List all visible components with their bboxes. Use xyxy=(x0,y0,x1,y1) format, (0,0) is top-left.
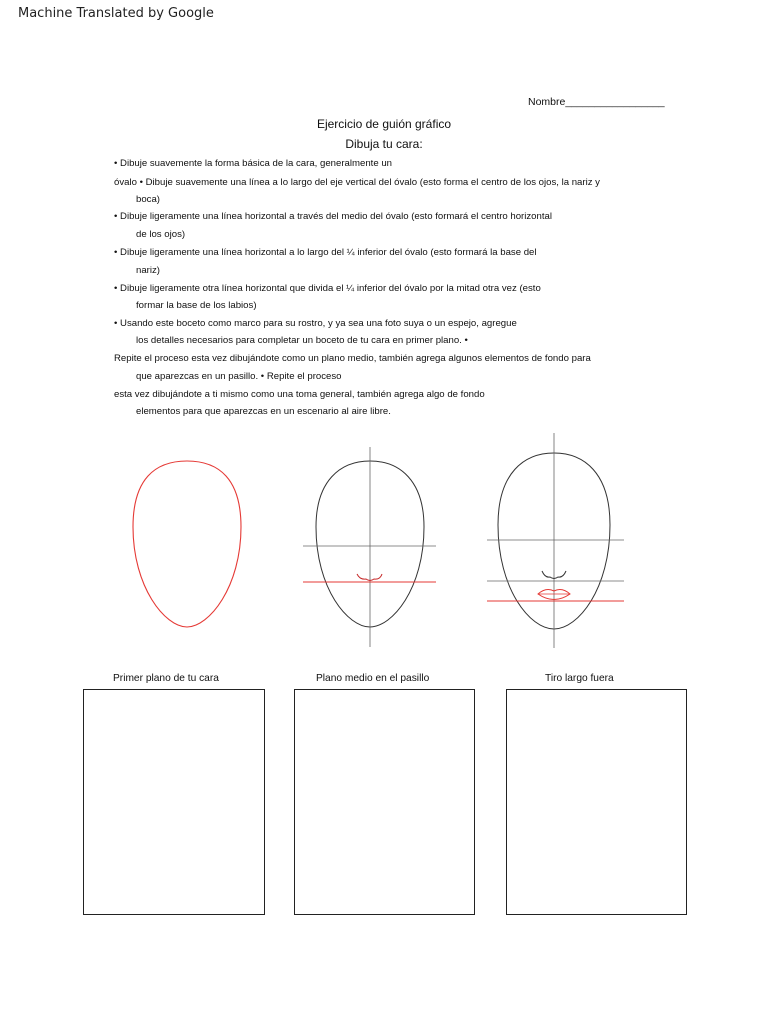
face-guidelines-diagram xyxy=(298,447,443,652)
medium-shot-drawing-box[interactable] xyxy=(294,689,475,915)
face-nose-lips-diagram xyxy=(484,433,629,653)
instruction-line: • Usando este boceto como marco para su rostro, y ya sea una foto suya o un espejo, agregue xyxy=(114,318,517,329)
instruction-line: que aparezcas en un pasillo. • Repite el proceso xyxy=(136,371,342,382)
instruction-line: esta vez dibujándote a ti mismo como una toma general, también agrega algo de fondo xyxy=(114,389,485,400)
instruction-line: nariz) xyxy=(136,265,160,276)
instruction-line: óvalo • Dibuje suavemente una línea a lo largo del eje vertical del óvalo (esto forma el centro de los ojos, la nariz y xyxy=(114,177,600,188)
instruction-line: boca) xyxy=(136,194,160,205)
instruction-line: • Dibuje ligeramente una línea horizontal a través del medio del óvalo (esto formará el centro horizontal xyxy=(114,211,552,222)
worksheet-subtitle: Dibuja tu cara: xyxy=(345,137,423,151)
instruction-line: los detalles necesarios para completar un boceto de tu cara en primer plano. • xyxy=(136,335,468,346)
translation-banner: Machine Translated by Google xyxy=(18,6,214,21)
instruction-line: elementos para que aparezcas en un escenario al aire libre. xyxy=(136,406,391,417)
worksheet-title: Ejercicio de guión gráfico xyxy=(316,117,452,131)
instruction-line: • Dibuje ligeramente una línea horizontal a lo largo del ¼ inferior del óvalo (esto formará la base del xyxy=(114,247,537,258)
instruction-line: de los ojos) xyxy=(136,229,186,240)
instruction-line: Repite el proceso esta vez dibujándote como un plano medio, también agrega algunos elementos de fondo para xyxy=(114,353,591,364)
long-shot-caption: Tiro largo fuera xyxy=(545,673,614,684)
medium-shot-caption: Plano medio en el pasillo xyxy=(316,673,430,684)
name-field-label: Nombre_________________ xyxy=(528,96,665,108)
closeup-drawing-box[interactable] xyxy=(83,689,265,915)
closeup-caption: Primer plano de tu cara xyxy=(113,673,219,684)
instruction-line: • Dibuje ligeramente otra línea horizontal que divida el ¼ inferior del óvalo por la mitad otra vez (esto xyxy=(114,283,541,294)
oval-face-diagram xyxy=(125,455,250,635)
long-shot-drawing-box[interactable] xyxy=(506,689,687,915)
instruction-line: • Dibuje suavemente la forma básica de la cara, generalmente un xyxy=(114,158,393,169)
instruction-line: formar la base de los labios) xyxy=(136,300,257,311)
